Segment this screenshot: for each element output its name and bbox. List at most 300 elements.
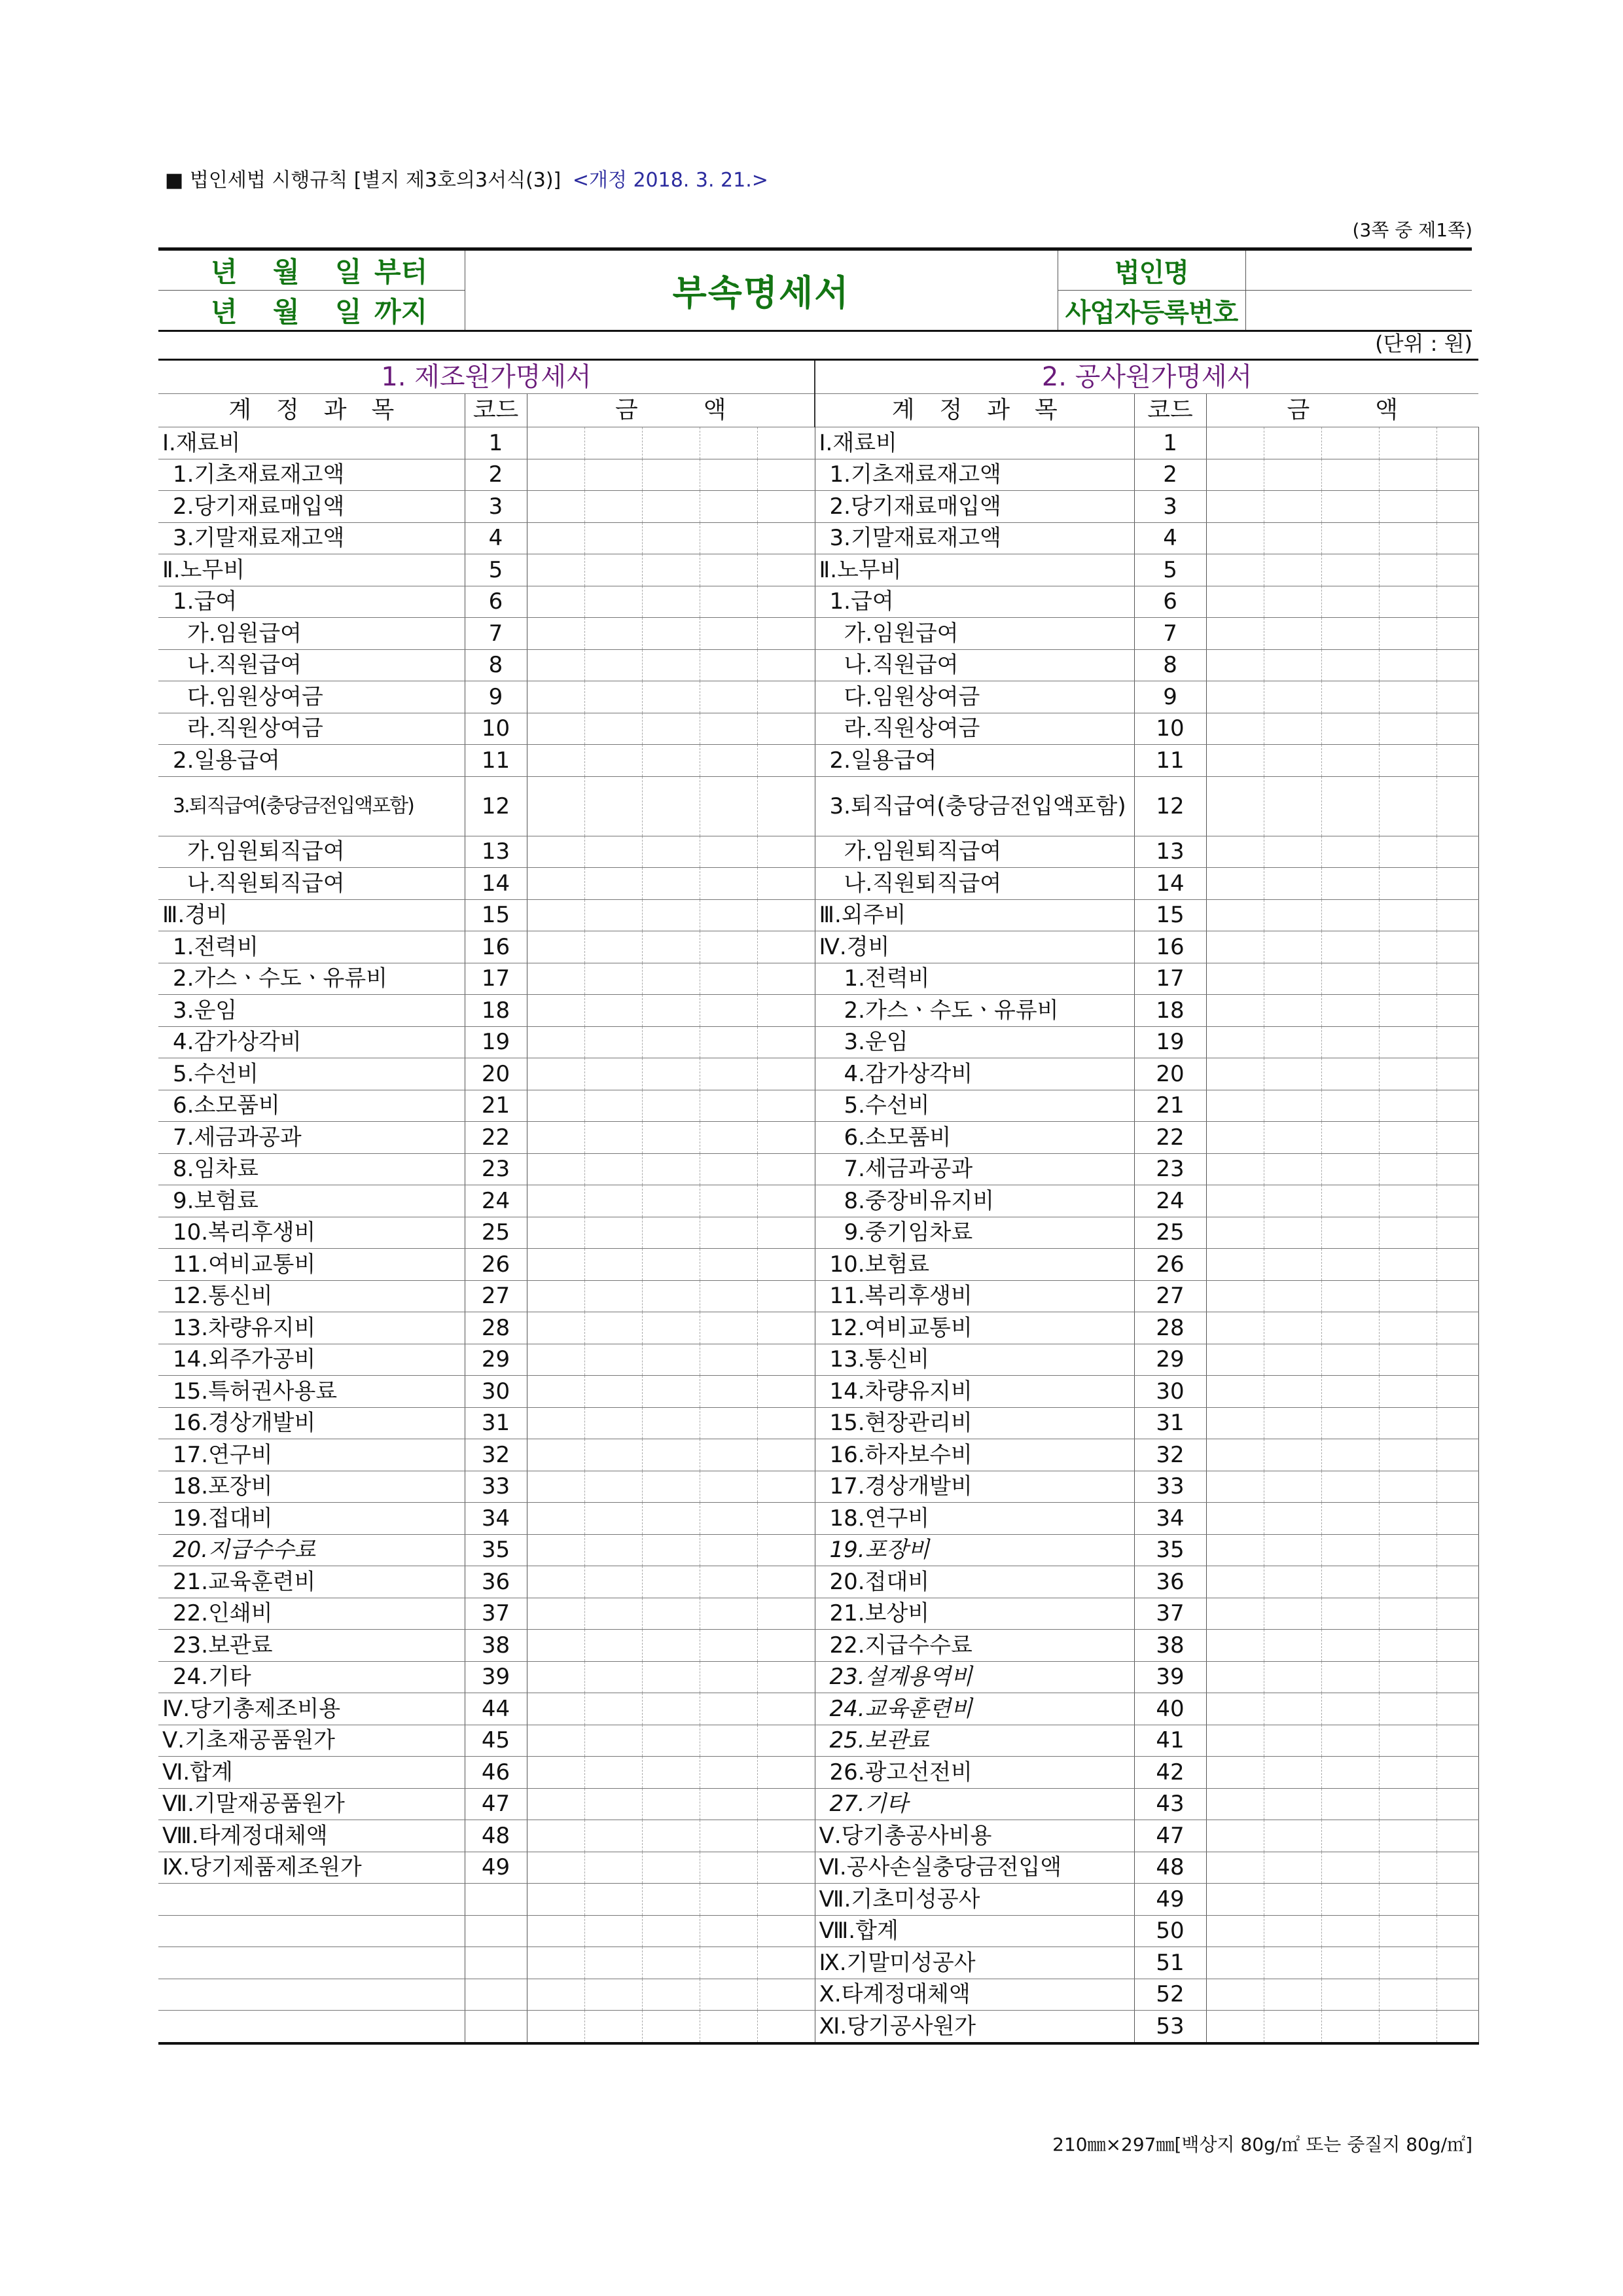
- manufacturing-amount-cell[interactable]: [642, 868, 700, 900]
- construction-amount-cell[interactable]: [1264, 1376, 1321, 1408]
- manufacturing-amount-cell[interactable]: [700, 1979, 757, 2011]
- construction-amount-cell[interactable]: [1436, 1757, 1478, 1789]
- construction-amount-cell[interactable]: [1264, 776, 1321, 836]
- construction-amount-cell[interactable]: [1321, 618, 1379, 650]
- manufacturing-amount-cell[interactable]: [584, 776, 642, 836]
- manufacturing-amount-cell[interactable]: [642, 963, 700, 995]
- manufacturing-amount-cell[interactable]: [584, 554, 642, 586]
- construction-amount-cell[interactable]: [1321, 963, 1379, 995]
- manufacturing-amount-cell[interactable]: [642, 1566, 700, 1598]
- manufacturing-amount-cell[interactable]: [642, 1471, 700, 1503]
- construction-amount-cell[interactable]: [1206, 1534, 1264, 1566]
- construction-amount-cell[interactable]: [1379, 554, 1436, 586]
- manufacturing-amount-cell[interactable]: [757, 836, 815, 868]
- manufacturing-amount-cell[interactable]: [700, 1788, 757, 1820]
- construction-amount-cell[interactable]: [1264, 1947, 1321, 1979]
- construction-amount-cell[interactable]: [1436, 1693, 1478, 1725]
- manufacturing-amount-cell[interactable]: [527, 1344, 584, 1376]
- construction-amount-cell[interactable]: [1264, 1566, 1321, 1598]
- manufacturing-amount-cell[interactable]: [527, 1852, 584, 1884]
- construction-amount-cell[interactable]: [1206, 868, 1264, 900]
- manufacturing-amount-cell[interactable]: [584, 1598, 642, 1630]
- construction-amount-cell[interactable]: [1436, 427, 1478, 459]
- construction-amount-cell[interactable]: [1379, 1693, 1436, 1725]
- manufacturing-amount-cell[interactable]: [700, 963, 757, 995]
- construction-amount-cell[interactable]: [1206, 1185, 1264, 1217]
- construction-amount-cell[interactable]: [1264, 963, 1321, 995]
- manufacturing-amount-cell[interactable]: [642, 1757, 700, 1789]
- construction-amount-cell[interactable]: [1264, 1026, 1321, 1058]
- construction-amount-cell[interactable]: [1264, 1503, 1321, 1535]
- construction-amount-cell[interactable]: [1379, 681, 1436, 713]
- construction-amount-cell[interactable]: [1436, 745, 1478, 777]
- period-from[interactable]: 년 월 일 부터: [158, 249, 465, 291]
- construction-amount-cell[interactable]: [1321, 1503, 1379, 1535]
- construction-amount-cell[interactable]: [1206, 1122, 1264, 1154]
- manufacturing-amount-cell[interactable]: [584, 491, 642, 523]
- construction-amount-cell[interactable]: [1264, 745, 1321, 777]
- manufacturing-amount-cell[interactable]: [527, 1534, 584, 1566]
- manufacturing-amount-cell[interactable]: [527, 963, 584, 995]
- construction-amount-cell[interactable]: [1436, 1280, 1478, 1312]
- construction-amount-cell[interactable]: [1436, 1598, 1478, 1630]
- period-to[interactable]: 년 월 일 까지: [158, 291, 465, 331]
- construction-amount-cell[interactable]: [1436, 899, 1478, 931]
- construction-amount-cell[interactable]: [1206, 1788, 1264, 1820]
- manufacturing-amount-cell[interactable]: [757, 931, 815, 963]
- manufacturing-amount-cell[interactable]: [527, 931, 584, 963]
- manufacturing-amount-cell[interactable]: [527, 1661, 584, 1693]
- construction-amount-cell[interactable]: [1379, 1979, 1436, 2011]
- construction-amount-cell[interactable]: [1379, 1090, 1436, 1122]
- manufacturing-amount-cell[interactable]: [757, 1566, 815, 1598]
- construction-amount-cell[interactable]: [1321, 776, 1379, 836]
- construction-amount-cell[interactable]: [1379, 1757, 1436, 1789]
- construction-amount-cell[interactable]: [1321, 1630, 1379, 1662]
- manufacturing-amount-cell[interactable]: [757, 649, 815, 681]
- construction-amount-cell[interactable]: [1436, 713, 1478, 745]
- construction-amount-cell[interactable]: [1321, 491, 1379, 523]
- construction-amount-cell[interactable]: [1321, 1725, 1379, 1757]
- construction-amount-cell[interactable]: [1321, 1153, 1379, 1185]
- construction-amount-cell[interactable]: [1379, 1026, 1436, 1058]
- construction-amount-cell[interactable]: [1379, 963, 1436, 995]
- manufacturing-amount-cell[interactable]: [584, 836, 642, 868]
- manufacturing-amount-cell[interactable]: [700, 995, 757, 1027]
- construction-amount-cell[interactable]: [1436, 1122, 1478, 1154]
- construction-amount-cell[interactable]: [1264, 427, 1321, 459]
- manufacturing-amount-cell[interactable]: [527, 618, 584, 650]
- construction-amount-cell[interactable]: [1206, 1915, 1264, 1947]
- manufacturing-amount-cell[interactable]: [642, 1979, 700, 2011]
- construction-amount-cell[interactable]: [1206, 522, 1264, 554]
- manufacturing-amount-cell[interactable]: [527, 1979, 584, 2011]
- construction-amount-cell[interactable]: [1436, 1979, 1478, 2011]
- construction-amount-cell[interactable]: [1436, 586, 1478, 618]
- manufacturing-amount-cell[interactable]: [584, 745, 642, 777]
- construction-amount-cell[interactable]: [1206, 1884, 1264, 1916]
- manufacturing-amount-cell[interactable]: [700, 2011, 757, 2043]
- manufacturing-amount-cell[interactable]: [527, 1376, 584, 1408]
- construction-amount-cell[interactable]: [1436, 1725, 1478, 1757]
- manufacturing-amount-cell[interactable]: [642, 522, 700, 554]
- construction-amount-cell[interactable]: [1206, 836, 1264, 868]
- construction-amount-cell[interactable]: [1436, 491, 1478, 523]
- manufacturing-amount-cell[interactable]: [700, 776, 757, 836]
- construction-amount-cell[interactable]: [1264, 1661, 1321, 1693]
- manufacturing-amount-cell[interactable]: [527, 1249, 584, 1281]
- manufacturing-amount-cell[interactable]: [584, 1534, 642, 1566]
- construction-amount-cell[interactable]: [1206, 1153, 1264, 1185]
- construction-amount-cell[interactable]: [1321, 1217, 1379, 1249]
- manufacturing-amount-cell[interactable]: [700, 491, 757, 523]
- manufacturing-amount-cell[interactable]: [642, 1915, 700, 1947]
- construction-amount-cell[interactable]: [1264, 554, 1321, 586]
- manufacturing-amount-cell[interactable]: [584, 1058, 642, 1090]
- construction-amount-cell[interactable]: [1379, 1884, 1436, 1916]
- manufacturing-amount-cell[interactable]: [527, 1439, 584, 1471]
- manufacturing-amount-cell[interactable]: [527, 649, 584, 681]
- construction-amount-cell[interactable]: [1379, 1534, 1436, 1566]
- construction-amount-cell[interactable]: [1379, 1915, 1436, 1947]
- manufacturing-amount-cell[interactable]: [757, 1820, 815, 1852]
- construction-amount-cell[interactable]: [1321, 522, 1379, 554]
- manufacturing-amount-cell[interactable]: [642, 1503, 700, 1535]
- manufacturing-amount-cell[interactable]: [700, 1122, 757, 1154]
- construction-amount-cell[interactable]: [1206, 1344, 1264, 1376]
- manufacturing-amount-cell[interactable]: [700, 1630, 757, 1662]
- construction-amount-cell[interactable]: [1264, 1185, 1321, 1217]
- construction-amount-cell[interactable]: [1321, 1280, 1379, 1312]
- manufacturing-amount-cell[interactable]: [757, 1122, 815, 1154]
- manufacturing-amount-cell[interactable]: [584, 1407, 642, 1439]
- manufacturing-amount-cell[interactable]: [700, 1471, 757, 1503]
- construction-amount-cell[interactable]: [1379, 1376, 1436, 1408]
- manufacturing-amount-cell[interactable]: [584, 1344, 642, 1376]
- manufacturing-amount-cell[interactable]: [527, 586, 584, 618]
- manufacturing-amount-cell[interactable]: [757, 1185, 815, 1217]
- manufacturing-amount-cell[interactable]: [757, 586, 815, 618]
- construction-amount-cell[interactable]: [1264, 1439, 1321, 1471]
- manufacturing-amount-cell[interactable]: [757, 1471, 815, 1503]
- manufacturing-amount-cell[interactable]: [757, 713, 815, 745]
- manufacturing-amount-cell[interactable]: [527, 713, 584, 745]
- construction-amount-cell[interactable]: [1321, 1757, 1379, 1789]
- manufacturing-amount-cell[interactable]: [527, 522, 584, 554]
- construction-amount-cell[interactable]: [1264, 491, 1321, 523]
- manufacturing-amount-cell[interactable]: [527, 1725, 584, 1757]
- manufacturing-amount-cell[interactable]: [757, 618, 815, 650]
- manufacturing-amount-cell[interactable]: [757, 1947, 815, 1979]
- manufacturing-amount-cell[interactable]: [527, 1153, 584, 1185]
- construction-amount-cell[interactable]: [1379, 1725, 1436, 1757]
- manufacturing-amount-cell[interactable]: [757, 1090, 815, 1122]
- construction-amount-cell[interactable]: [1321, 1058, 1379, 1090]
- manufacturing-amount-cell[interactable]: [642, 1185, 700, 1217]
- manufacturing-amount-cell[interactable]: [584, 1471, 642, 1503]
- construction-amount-cell[interactable]: [1436, 1820, 1478, 1852]
- manufacturing-amount-cell[interactable]: [642, 681, 700, 713]
- construction-amount-cell[interactable]: [1379, 1249, 1436, 1281]
- construction-amount-cell[interactable]: [1379, 2011, 1436, 2043]
- construction-amount-cell[interactable]: [1206, 1693, 1264, 1725]
- construction-amount-cell[interactable]: [1264, 1153, 1321, 1185]
- manufacturing-amount-cell[interactable]: [757, 1979, 815, 2011]
- manufacturing-amount-cell[interactable]: [527, 899, 584, 931]
- construction-amount-cell[interactable]: [1321, 1661, 1379, 1693]
- manufacturing-amount-cell[interactable]: [584, 868, 642, 900]
- construction-amount-cell[interactable]: [1206, 1630, 1264, 1662]
- construction-amount-cell[interactable]: [1206, 1661, 1264, 1693]
- construction-amount-cell[interactable]: [1321, 995, 1379, 1027]
- manufacturing-amount-cell[interactable]: [527, 1185, 584, 1217]
- manufacturing-amount-cell[interactable]: [527, 1090, 584, 1122]
- construction-amount-cell[interactable]: [1436, 459, 1478, 491]
- construction-amount-cell[interactable]: [1206, 1058, 1264, 1090]
- construction-amount-cell[interactable]: [1206, 899, 1264, 931]
- manufacturing-amount-cell[interactable]: [527, 459, 584, 491]
- construction-amount-cell[interactable]: [1206, 1979, 1264, 2011]
- construction-amount-cell[interactable]: [1321, 1884, 1379, 1916]
- construction-amount-cell[interactable]: [1206, 1407, 1264, 1439]
- construction-amount-cell[interactable]: [1436, 1534, 1478, 1566]
- manufacturing-amount-cell[interactable]: [700, 1344, 757, 1376]
- construction-amount-cell[interactable]: [1436, 1661, 1478, 1693]
- manufacturing-amount-cell[interactable]: [642, 1026, 700, 1058]
- construction-amount-cell[interactable]: [1321, 899, 1379, 931]
- construction-amount-cell[interactable]: [1321, 1693, 1379, 1725]
- construction-amount-cell[interactable]: [1264, 618, 1321, 650]
- manufacturing-amount-cell[interactable]: [584, 1122, 642, 1154]
- manufacturing-amount-cell[interactable]: [757, 1249, 815, 1281]
- manufacturing-amount-cell[interactable]: [700, 713, 757, 745]
- manufacturing-amount-cell[interactable]: [584, 1280, 642, 1312]
- manufacturing-amount-cell[interactable]: [757, 1788, 815, 1820]
- manufacturing-amount-cell[interactable]: [584, 1312, 642, 1344]
- manufacturing-amount-cell[interactable]: [757, 1407, 815, 1439]
- manufacturing-amount-cell[interactable]: [757, 1884, 815, 1916]
- construction-amount-cell[interactable]: [1436, 1026, 1478, 1058]
- construction-amount-cell[interactable]: [1436, 1503, 1478, 1535]
- construction-amount-cell[interactable]: [1379, 1122, 1436, 1154]
- manufacturing-amount-cell[interactable]: [757, 899, 815, 931]
- manufacturing-amount-cell[interactable]: [757, 491, 815, 523]
- construction-amount-cell[interactable]: [1264, 1757, 1321, 1789]
- construction-amount-cell[interactable]: [1379, 459, 1436, 491]
- manufacturing-amount-cell[interactable]: [584, 649, 642, 681]
- manufacturing-amount-cell[interactable]: [757, 1344, 815, 1376]
- manufacturing-amount-cell[interactable]: [642, 649, 700, 681]
- manufacturing-amount-cell[interactable]: [700, 1312, 757, 1344]
- manufacturing-amount-cell[interactable]: [642, 1122, 700, 1154]
- manufacturing-amount-cell[interactable]: [642, 1217, 700, 1249]
- manufacturing-amount-cell[interactable]: [584, 1725, 642, 1757]
- manufacturing-amount-cell[interactable]: [757, 1630, 815, 1662]
- manufacturing-amount-cell[interactable]: [757, 868, 815, 900]
- manufacturing-amount-cell[interactable]: [700, 1852, 757, 1884]
- construction-amount-cell[interactable]: [1264, 1725, 1321, 1757]
- construction-amount-cell[interactable]: [1321, 1915, 1379, 1947]
- construction-amount-cell[interactable]: [1436, 1852, 1478, 1884]
- manufacturing-amount-cell[interactable]: [700, 459, 757, 491]
- construction-amount-cell[interactable]: [1436, 1915, 1478, 1947]
- construction-amount-cell[interactable]: [1436, 1376, 1478, 1408]
- manufacturing-amount-cell[interactable]: [700, 1249, 757, 1281]
- manufacturing-amount-cell[interactable]: [757, 1852, 815, 1884]
- manufacturing-amount-cell[interactable]: [584, 1376, 642, 1408]
- construction-amount-cell[interactable]: [1206, 1026, 1264, 1058]
- manufacturing-amount-cell[interactable]: [642, 491, 700, 523]
- construction-amount-cell[interactable]: [1321, 836, 1379, 868]
- manufacturing-amount-cell[interactable]: [584, 522, 642, 554]
- manufacturing-amount-cell[interactable]: [700, 1439, 757, 1471]
- manufacturing-amount-cell[interactable]: [584, 1026, 642, 1058]
- manufacturing-amount-cell[interactable]: [527, 1598, 584, 1630]
- manufacturing-amount-cell[interactable]: [642, 1376, 700, 1408]
- manufacturing-amount-cell[interactable]: [527, 745, 584, 777]
- manufacturing-amount-cell[interactable]: [700, 1185, 757, 1217]
- construction-amount-cell[interactable]: [1379, 618, 1436, 650]
- construction-amount-cell[interactable]: [1321, 1312, 1379, 1344]
- manufacturing-amount-cell[interactable]: [527, 1820, 584, 1852]
- manufacturing-amount-cell[interactable]: [527, 995, 584, 1027]
- construction-amount-cell[interactable]: [1436, 1185, 1478, 1217]
- construction-amount-cell[interactable]: [1379, 1788, 1436, 1820]
- construction-amount-cell[interactable]: [1206, 1090, 1264, 1122]
- construction-amount-cell[interactable]: [1206, 1598, 1264, 1630]
- manufacturing-amount-cell[interactable]: [700, 836, 757, 868]
- construction-amount-cell[interactable]: [1321, 1407, 1379, 1439]
- construction-amount-cell[interactable]: [1264, 1344, 1321, 1376]
- manufacturing-amount-cell[interactable]: [700, 1725, 757, 1757]
- construction-amount-cell[interactable]: [1264, 2011, 1321, 2043]
- manufacturing-amount-cell[interactable]: [757, 1058, 815, 1090]
- manufacturing-amount-cell[interactable]: [700, 1947, 757, 1979]
- construction-amount-cell[interactable]: [1264, 1788, 1321, 1820]
- construction-amount-cell[interactable]: [1321, 586, 1379, 618]
- manufacturing-amount-cell[interactable]: [584, 1757, 642, 1789]
- construction-amount-cell[interactable]: [1264, 1884, 1321, 1916]
- manufacturing-amount-cell[interactable]: [700, 1566, 757, 1598]
- construction-amount-cell[interactable]: [1321, 554, 1379, 586]
- construction-amount-cell[interactable]: [1206, 745, 1264, 777]
- construction-amount-cell[interactable]: [1436, 618, 1478, 650]
- construction-amount-cell[interactable]: [1321, 713, 1379, 745]
- manufacturing-amount-cell[interactable]: [584, 1915, 642, 1947]
- manufacturing-amount-cell[interactable]: [757, 554, 815, 586]
- manufacturing-amount-cell[interactable]: [584, 681, 642, 713]
- construction-amount-cell[interactable]: [1436, 1407, 1478, 1439]
- construction-amount-cell[interactable]: [1321, 1185, 1379, 1217]
- manufacturing-amount-cell[interactable]: [527, 681, 584, 713]
- manufacturing-amount-cell[interactable]: [642, 1661, 700, 1693]
- manufacturing-amount-cell[interactable]: [584, 586, 642, 618]
- manufacturing-amount-cell[interactable]: [700, 618, 757, 650]
- manufacturing-amount-cell[interactable]: [700, 586, 757, 618]
- construction-amount-cell[interactable]: [1206, 681, 1264, 713]
- manufacturing-amount-cell[interactable]: [642, 1820, 700, 1852]
- manufacturing-amount-cell[interactable]: [700, 745, 757, 777]
- construction-amount-cell[interactable]: [1436, 931, 1478, 963]
- construction-amount-cell[interactable]: [1206, 1217, 1264, 1249]
- manufacturing-amount-cell[interactable]: [700, 681, 757, 713]
- manufacturing-amount-cell[interactable]: [527, 1312, 584, 1344]
- manufacturing-amount-cell[interactable]: [584, 963, 642, 995]
- manufacturing-amount-cell[interactable]: [527, 1630, 584, 1662]
- construction-amount-cell[interactable]: [1379, 1661, 1436, 1693]
- manufacturing-amount-cell[interactable]: [700, 1217, 757, 1249]
- manufacturing-amount-cell[interactable]: [757, 1503, 815, 1535]
- construction-amount-cell[interactable]: [1379, 1947, 1436, 1979]
- manufacturing-amount-cell[interactable]: [527, 1280, 584, 1312]
- construction-amount-cell[interactable]: [1321, 1534, 1379, 1566]
- manufacturing-amount-cell[interactable]: [757, 1534, 815, 1566]
- construction-amount-cell[interactable]: [1206, 1471, 1264, 1503]
- construction-amount-cell[interactable]: [1321, 2011, 1379, 2043]
- construction-amount-cell[interactable]: [1206, 586, 1264, 618]
- construction-amount-cell[interactable]: [1436, 1884, 1478, 1916]
- manufacturing-amount-cell[interactable]: [700, 1534, 757, 1566]
- construction-amount-cell[interactable]: [1436, 1630, 1478, 1662]
- manufacturing-amount-cell[interactable]: [700, 1280, 757, 1312]
- construction-amount-cell[interactable]: [1206, 1757, 1264, 1789]
- manufacturing-amount-cell[interactable]: [584, 1820, 642, 1852]
- manufacturing-amount-cell[interactable]: [642, 1058, 700, 1090]
- construction-amount-cell[interactable]: [1436, 681, 1478, 713]
- construction-amount-cell[interactable]: [1321, 1249, 1379, 1281]
- construction-amount-cell[interactable]: [1436, 1439, 1478, 1471]
- construction-amount-cell[interactable]: [1264, 1058, 1321, 1090]
- manufacturing-amount-cell[interactable]: [642, 899, 700, 931]
- construction-amount-cell[interactable]: [1206, 1312, 1264, 1344]
- manufacturing-amount-cell[interactable]: [757, 963, 815, 995]
- construction-amount-cell[interactable]: [1436, 868, 1478, 900]
- construction-amount-cell[interactable]: [1264, 868, 1321, 900]
- manufacturing-amount-cell[interactable]: [642, 1788, 700, 1820]
- manufacturing-amount-cell[interactable]: [527, 836, 584, 868]
- construction-amount-cell[interactable]: [1436, 1090, 1478, 1122]
- construction-amount-cell[interactable]: [1436, 1344, 1478, 1376]
- construction-amount-cell[interactable]: [1321, 1471, 1379, 1503]
- manufacturing-amount-cell[interactable]: [584, 1947, 642, 1979]
- manufacturing-amount-cell[interactable]: [700, 1884, 757, 1916]
- manufacturing-amount-cell[interactable]: [757, 681, 815, 713]
- construction-amount-cell[interactable]: [1321, 459, 1379, 491]
- construction-amount-cell[interactable]: [1206, 1852, 1264, 1884]
- construction-amount-cell[interactable]: [1264, 1979, 1321, 2011]
- manufacturing-amount-cell[interactable]: [527, 1407, 584, 1439]
- manufacturing-amount-cell[interactable]: [527, 1058, 584, 1090]
- construction-amount-cell[interactable]: [1206, 1280, 1264, 1312]
- construction-amount-cell[interactable]: [1206, 491, 1264, 523]
- construction-amount-cell[interactable]: [1206, 1503, 1264, 1535]
- construction-amount-cell[interactable]: [1206, 554, 1264, 586]
- manufacturing-amount-cell[interactable]: [642, 1439, 700, 1471]
- manufacturing-amount-cell[interactable]: [642, 776, 700, 836]
- manufacturing-amount-cell[interactable]: [584, 713, 642, 745]
- construction-amount-cell[interactable]: [1321, 1979, 1379, 2011]
- construction-amount-cell[interactable]: [1379, 1471, 1436, 1503]
- construction-amount-cell[interactable]: [1379, 522, 1436, 554]
- manufacturing-amount-cell[interactable]: [584, 1852, 642, 1884]
- manufacturing-amount-cell[interactable]: [527, 1026, 584, 1058]
- manufacturing-amount-cell[interactable]: [700, 1757, 757, 1789]
- manufacturing-amount-cell[interactable]: [584, 1630, 642, 1662]
- construction-amount-cell[interactable]: [1206, 963, 1264, 995]
- manufacturing-amount-cell[interactable]: [642, 1280, 700, 1312]
- construction-amount-cell[interactable]: [1321, 1820, 1379, 1852]
- manufacturing-amount-cell[interactable]: [584, 2011, 642, 2043]
